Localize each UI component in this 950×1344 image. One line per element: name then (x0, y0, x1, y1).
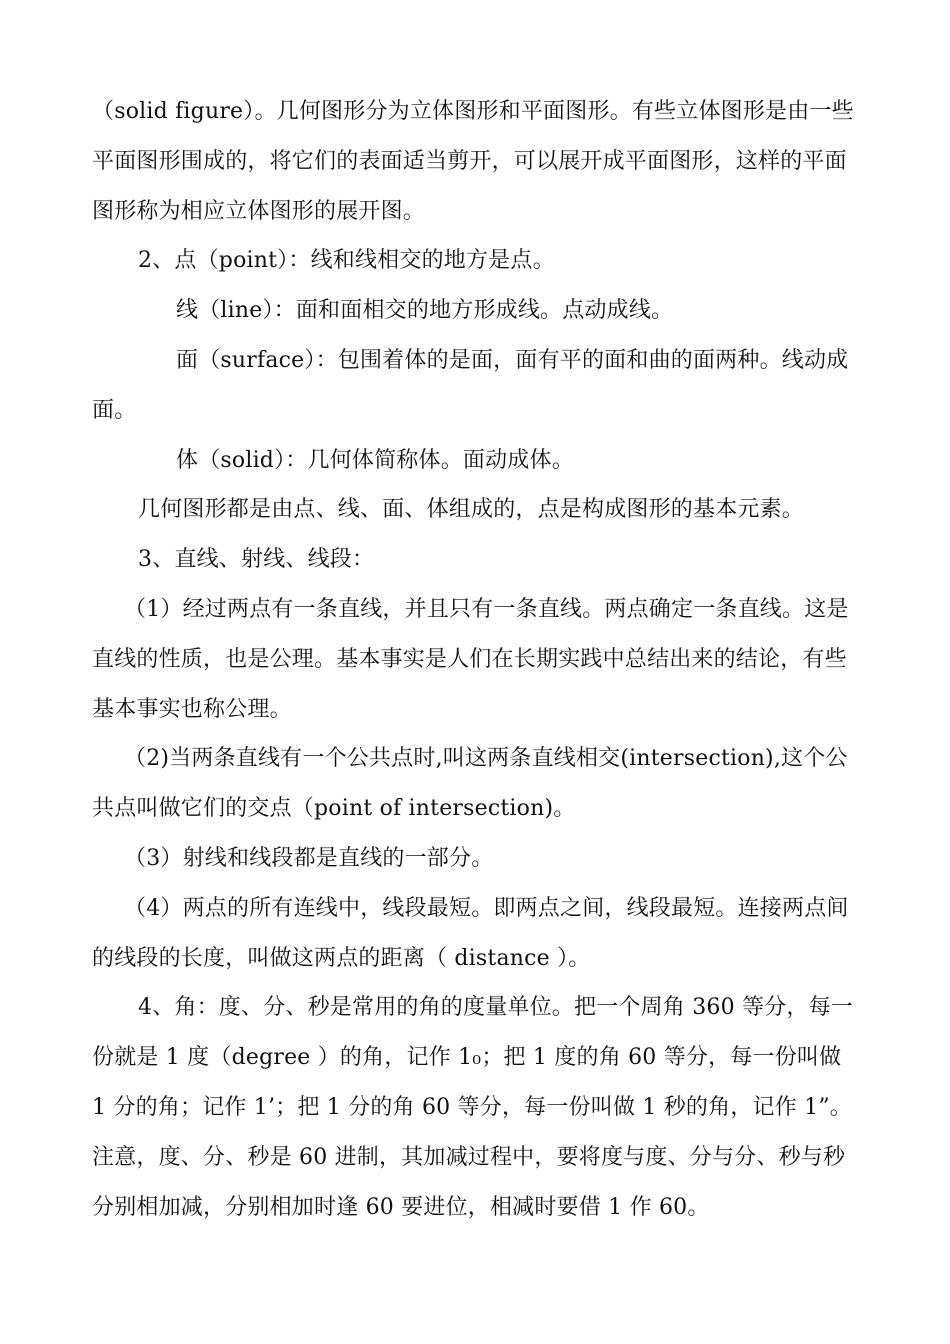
paragraph-line-property: （1）经过两点有一条直线，并且只有一条直线。两点确定一条直线。这是直线的性质，也是公理。基本事实是人们在长期实践中总结出来的结论，有些基本事实也称公理。 (92, 596, 849, 722)
paragraph-solid-figure: （solid figure）。几何图形分为立体图形和平面图形。有些立体图形是由一些平面图形围成的，将它们的表面适当剪开，可以展开成平面图形，这样的平面图形称为相应立体图形的展开图。 (92, 99, 854, 224)
paragraph-elements: 几何图形都是由点、线、面、体组成的，点是构成图形的基本元素。 (138, 497, 805, 523)
paragraph-point: 2、点（point）：线和线相交的地方是点。 (138, 248, 555, 274)
paragraph-lines-heading: 3、直线、射线、线段： (138, 547, 375, 573)
document-page (92, 87, 862, 1232)
paragraph-solid: 体（solid）：几何体简称体。面动成体。 (176, 447, 574, 473)
paragraph-line: 线（line）：面和面相交的地方形成线。点动成线。 (176, 298, 674, 324)
paragraph-ray-segment: （3）射线和线段都是直线的一部分。 (124, 845, 494, 871)
paragraph-intersection: （2)当两条直线有一个公共点时,叫这两条直线相交(intersection),这个公共点叫做它们的交点（point of intersection)。 (92, 746, 848, 822)
paragraph-distance: （4）两点的所有连线中，线段最短。即两点之间，线段最短。连接两点间的线段的长度，叫做这两点的距离（ distance ）。 (92, 895, 849, 971)
paragraph-surface: 面（surface）：包围着体的是面，面有平的面和曲的面两种。线动成面。 (92, 347, 849, 423)
paragraph-angle: 4、角：度、分、秒是常用的角的度量单位。把一个周角 360 等分，每一份就是 1 度（degree ）的角，记作 1₀；把 1 度的角 60 等分，每一份叫做 1 分的角；记作 1’；把 1 分的角 60 等分，每一份叫做 1 秒的角，记作 1”。注意，度、分、秒是 60 进制，其加减过程中，要将度与度、分与分、秒与秒分别相加减，分别相加时逢 60 要进位，相减时要借 1 作 60。 (92, 995, 853, 1220)
